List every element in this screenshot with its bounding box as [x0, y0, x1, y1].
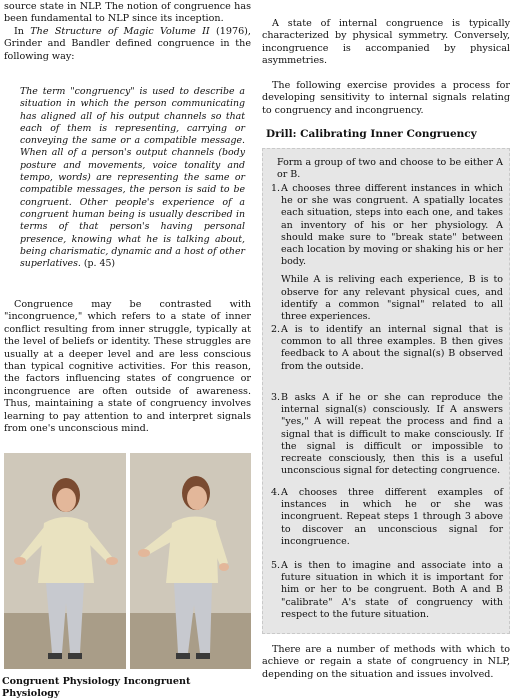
drill-step-5: [271, 560, 503, 621]
intro-paragraph: source state in NLP. The notion of congruence has been fundamental to NLP since its inception.: [4, 1, 251, 25]
drill-heading: Drill: Calibrating Inner Congruency: [266, 128, 477, 140]
step-number: 1.: [271, 183, 281, 194]
right-column: [262, 0, 510, 693]
step-text-continued: While A is reliving each experience, B is to observe for any relevant physical cues, and identify a common "signal" related to all three experiences.: [281, 274, 503, 323]
exercise-intro-paragraph: The following exercise provides a process for developing sensitivity to internal signals relating to congruency and incongruency.: [262, 80, 510, 116]
incongruent-physiology-photo: [130, 453, 251, 669]
definition-paragraph: [4, 26, 251, 63]
step-number: 2.: [271, 324, 281, 335]
step-number: 3.: [271, 392, 281, 403]
drill-intro: Form a group of two and choose to be either A or B.: [277, 157, 503, 181]
drill-step-2: [271, 324, 503, 373]
incongruent-figure-icon: [130, 453, 251, 669]
drill-box: [262, 148, 510, 634]
drill-step-3: [271, 392, 503, 477]
step-number: 4.: [271, 487, 281, 498]
drill-step-4: [271, 487, 503, 548]
incongruence-paragraph: Congruence may be contrasted with "incongruence," which refers to a state of inner conflict resulting from inner struggle, typically at the level of beliefs or identity. These struggles are usually at a deeper level and are less conscious than typical cognitive activities. For this reason, the factors influencing states of congruence or incongruence are often outside of awareness. Thus, maintaining a state of congruency involves learning to pay attention to and interpret signals from one's unconscious mind.: [4, 299, 251, 435]
step-text: A chooses three different examples of instances in which he or she was incongruent. Repeat steps 1 through 3 above to discover an unconscious signal for incongruence.: [281, 487, 503, 547]
step-number: 5.: [271, 560, 281, 571]
photo-caption: Congruent Physiology Incongruent Physiology: [2, 676, 191, 699]
step-text: A chooses three different instances in which he or she was congruent. A spatially locates each situation, steps into each one, and takes an inventory of his or her physiology. A should make sure to "break state" between each location by moving or shaking his or her body.: [281, 183, 503, 268]
book-title: The Structure of Magic Volume II: [30, 26, 210, 37]
para2-prefix: In: [14, 26, 31, 37]
step-text: B asks A if he or she can reproduce the internal signal(s) consciously. If A answers "yes," A will repeat the process and find a signal that is difficult to make consciously. If the signal is difficult or impossible to recreate consciously, then this is a useful unconscious signal for detecting congruence.: [281, 392, 503, 477]
symmetry-paragraph: A state of internal congruence is typically characterized by physical symmetry. Conversely, incongruence is accompanied by physical asymmetries.: [262, 18, 510, 67]
quote-citation: (p. 45): [80, 258, 116, 270]
drill-step-1: [271, 183, 503, 323]
block-quote: [20, 86, 245, 270]
step-text: A is then to imagine and associate into a future situation in which it is important for him or her to be congruent. Both A and B "calibrate" A's state of congruency with respect to the future situation.: [281, 560, 503, 620]
quote-text: The term "congruency" is used to describe a situation in which the person communicating has aligned all of his output channels so that each of them is representing, carrying or conveying the same or a compatible message. When all of a person's output channels (body posture and movements, voice tonality and tempo, words) are representing the same or compatible messages, the person is said to be congruent. Other people's experience of a congruent human being is usually described in terms of that person's having personal presence, knowing what he is talking about, being charismatic, dynamic and a host of other superlatives.: [20, 86, 245, 270]
para2-rest: (1976), Grinder and Bandler defined congruence in the following way:: [4, 26, 251, 62]
congruent-figure-icon: [4, 453, 126, 669]
closing-paragraph: There are a number of methods with which to achieve or regain a state of congruency in NLP, depending on the situation and issues involved.: [262, 644, 510, 680]
congruent-physiology-photo: [4, 453, 126, 669]
step-text: A is to identify an internal signal that is common to all three examples. B then gives feedback to A about the signal(s) B observed from the outside.: [281, 324, 503, 372]
